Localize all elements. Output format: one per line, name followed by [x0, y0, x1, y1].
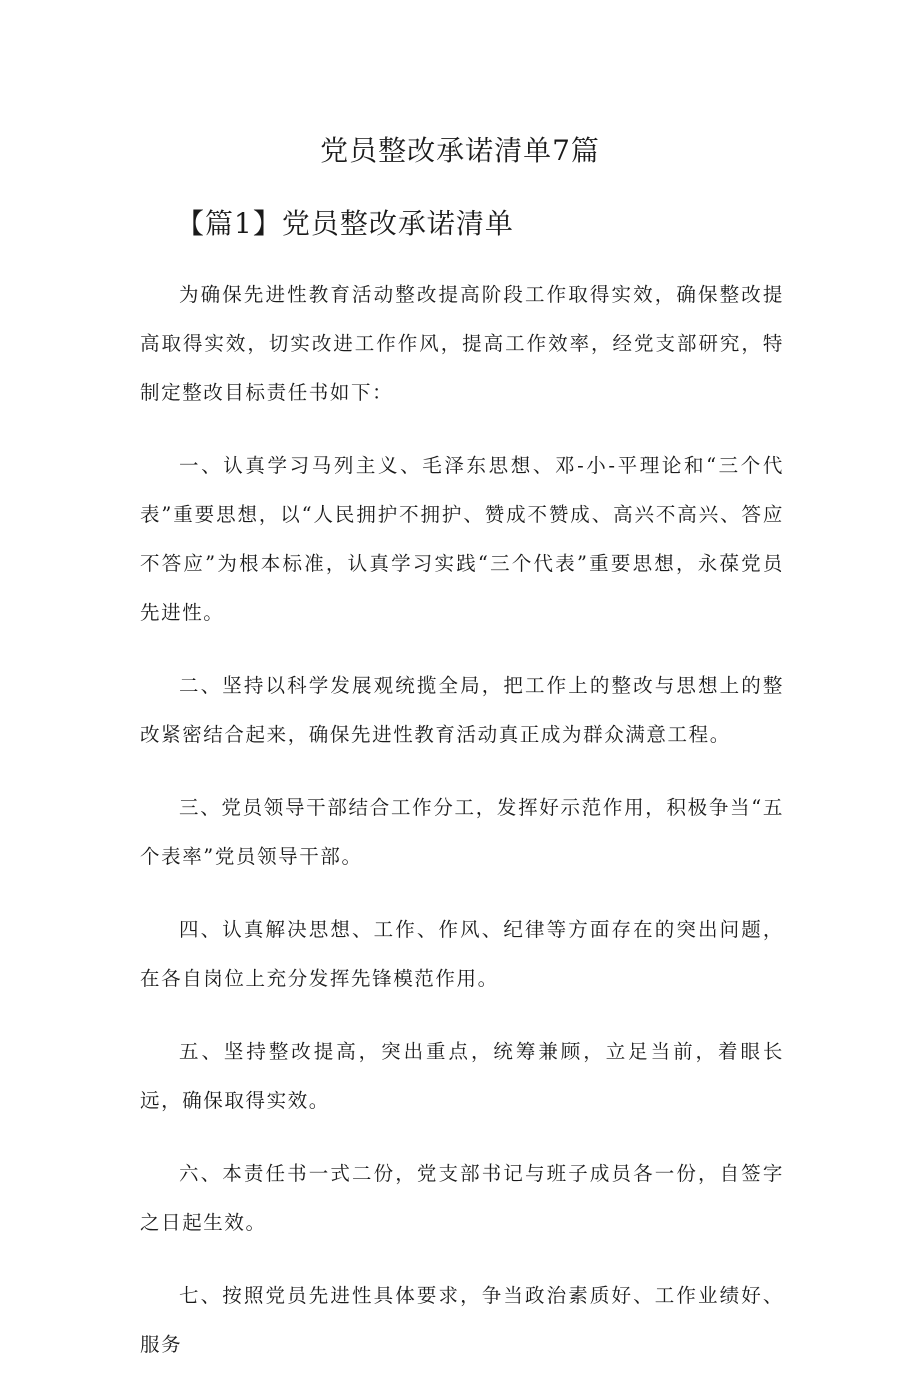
- item-6-paragraph: 六、本责任书一式二份，党支部书记与班子成员各一份，自签字之日起生效。: [140, 1162, 784, 1234]
- item-7-paragraph: 七、按照党员先进性具体要求，争当政治素质好、工作业绩好、服务: [140, 1284, 784, 1356]
- document-title: 党员整改承诺清单7篇: [320, 134, 600, 167]
- intro-paragraph: 为确保先进性教育活动整改提高阶段工作取得实效，确保整改提高取得实效，切实改进工作作风，提高工作效率，经党支部研究，特制定整改目标责任书如下：: [140, 283, 784, 404]
- item-2-paragraph: 二、坚持以科学发展观统揽全局，把工作上的整改与思想上的整改紧密结合起来，确保先进性教育活动真正成为群众满意工程。: [140, 674, 784, 746]
- item-5-paragraph: 五、坚持整改提高，突出重点，统筹兼顾，立足当前，着眼长远，确保取得实效。: [140, 1040, 784, 1112]
- item-1-paragraph: 一、认真学习马列主义、毛泽东思想、邓-小-平理论和“三个代表”重要思想，以“人民拥护不拥护、赞成不赞成、高兴不高兴、答应不答应”为根本标准，认真学习实践“三个代表”重要思想，永葆党员先进性。: [140, 454, 784, 624]
- item-4-paragraph: 四、认真解决思想、工作、作风、纪律等方面存在的突出问题，在各自岗位上充分发挥先锋模范作用。: [140, 918, 784, 990]
- section-title: 【篇1】党员整改承诺清单: [176, 207, 514, 240]
- document-body: [140, 270, 784, 1393]
- item-3-paragraph: 三、党员领导干部结合工作分工，发挥好示范作用，积极争当“五个表率”党员领导干部。: [140, 796, 784, 868]
